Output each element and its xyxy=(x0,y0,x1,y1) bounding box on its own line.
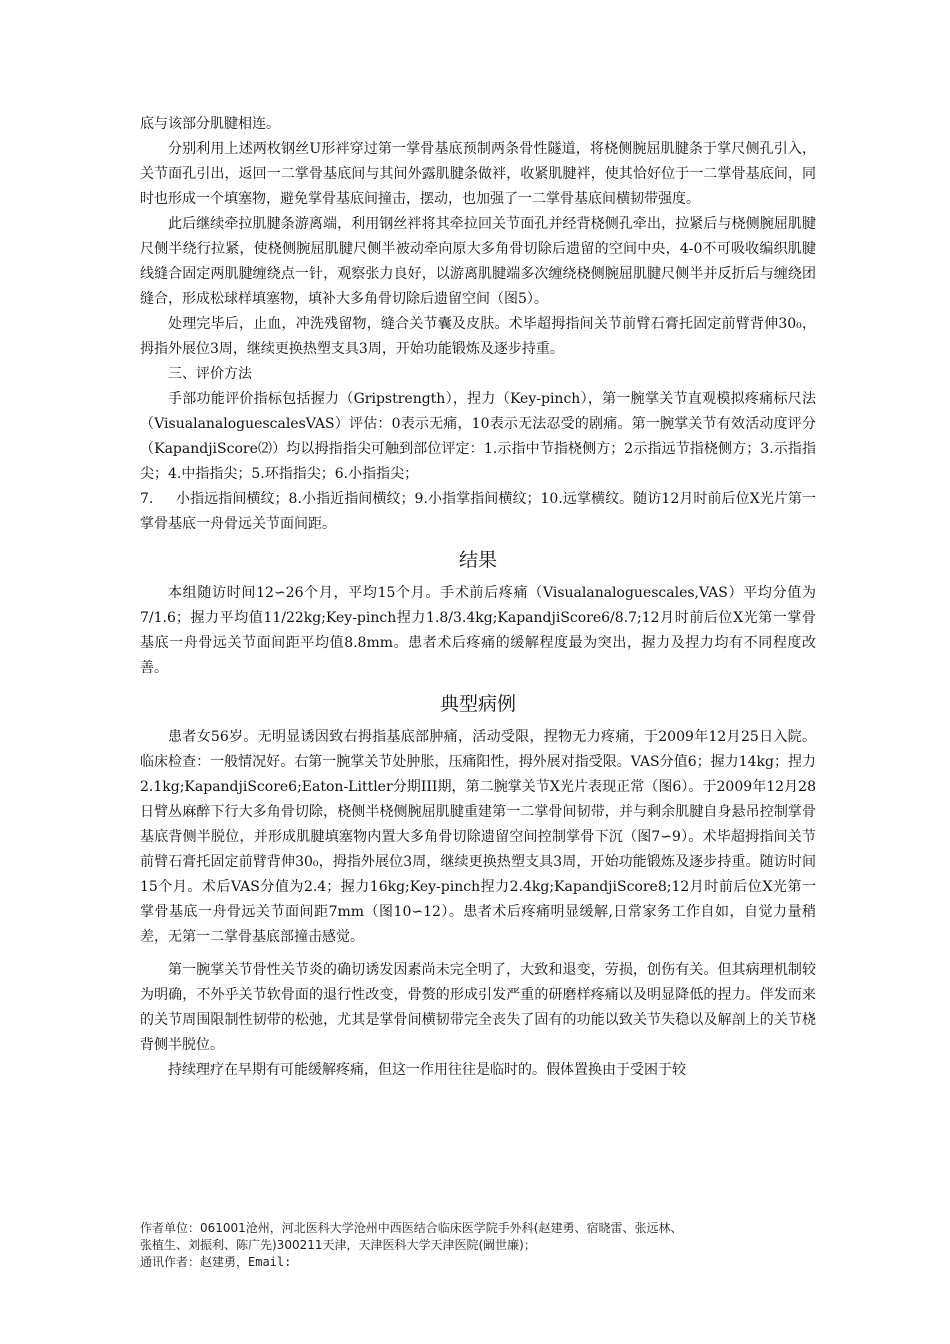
paragraph-continuation: 底与该部分肌腱相连。 xyxy=(140,116,280,132)
paragraph-results: 本组随访时间12∽26个月，平均15个月。手术前后疼痛（Visualanaloguescales,VAS）平均分值为7/1.6；握力平均值11/22kg;Key-pinch捏力1.8/3.4kg;KapandjiScore6/8.7;12月时前后位X光第一掌骨基底一舟骨远关节面间距平均值8.8mm。患者术后疼痛的缓解程度最为突出，握力及捏力均有不同程度改善。 xyxy=(140,585,816,676)
paragraph-discussion: 第一腕掌关节骨性关节炎的确切诱发因素尚未完全明了，大致和退变，劳损，创伤有关。但其病理机制较为明确，不外乎关节软骨面的退行性改变，骨赘的形成引发严重的研磨样疼痛以及明显降低的捏力。伴发而来的关节周围限制性韧带的松弛，尤其是掌骨间横韧带完全丧失了固有的功能以致关节失稳以及解剖上的关节桡背侧半脱位。 xyxy=(140,962,816,1053)
heading-typical-case: 典型病例 xyxy=(439,693,516,715)
paragraph-method-closure: 处理完毕后，止血，冲洗残留物，缝合关节囊及皮肤。术毕超拇指间关节前臂石膏托固定前臂背伸30₀，拇指外展位3周，继续更换热塑支具3周，开始功能锻炼及逐步持重。 xyxy=(140,316,816,357)
paragraph-method-wire-loop: 分别利用上述两枚钢丝U形袢穿过第一掌骨基底预制两条骨性隧道，将桡侧腕屈肌腱条于掌尺侧孔引入，关节面孔引出，返回一二掌骨基底间与其间外露肌腱条做袢，收紧肌腱袢，使其恰好位于一二掌骨基底间，同时也形成一个填塞物，避免掌骨基底间撞击，摆动，也加强了一二掌骨基底间横韧带强度。 xyxy=(140,141,816,207)
author-affiliation-line1: 作者单位：061001沧州，河北医科大学沧州中西医结合临床医学院手外科(赵建勇、宿晓雷、张远林、 xyxy=(140,1221,683,1235)
heading-results: 结果 xyxy=(458,549,497,571)
author-affiliation-line2: 张植生、刘振利、陈广先)300211天津，天津医科大学天津医院(阚世廉)； xyxy=(140,1238,536,1252)
paragraph-evaluation-cont: 7. 小指远指间横纹；8.小指近指间横纹；9.小指掌指间横纹；10.远掌横纹。随访12月时前后位X光片第一掌骨基底一舟骨远关节面间距。 xyxy=(140,491,816,532)
paragraph-case: 患者女56岁。无明显诱因致右拇指基底部肿痛，活动受限，捏物无力疼痛，于2009年12月25日入院。临床检查：一般情况好。右第一腕掌关节处肿胀，压痛阳性，拇外展对指受限。VAS分值6；握力14kg；捏力2.1kg;KapandjiScore6;Eaton-Littler分期III期，第二腕掌关节X光片表现正常（图6）。于2009年12月28日臂丛麻醉下行大多角骨切除，桡侧半桡侧腕屈肌腱重建第一二掌骨间韧带，并与剩余肌腱自身悬吊控制掌骨基底背侧半脱位，并形成肌腱填塞物内置大多角骨切除遗留空间控制掌骨下沉（图7∽9）。术毕超拇指间关节前臂石膏托固定前臂背伸30₀，拇指外展位3周，继续更换热塑支具3周，开始功能锻炼及逐步持重。随访时间15个月。术后VAS分值为2.4；握力16kg;Key-pinch捏力2.4kg;KapandjiScore8;12月时前后位X光第一掌骨基底一舟骨远关节面间距7mm（图10∽12）。患者术后疼痛明显缓解,日常家务工作自如，自觉力量稍差，无第一二掌骨基底部撞击感觉。 xyxy=(140,729,816,945)
document-body xyxy=(140,112,816,1083)
paragraph-evaluation: 手部功能评价指标包括握力（Gripstrength），捏力（Key-pinch），第一腕掌关节直观模拟疼痛标尺法（VisualanaloguescalesVAS）评估：0表示无痛，10表示无法忍受的剧痛。第一腕掌关节有效活动度评分（KapandjiScore⑵）均以拇指指尖可触到部位评定：1.示指中节指桡侧方；2示指远节指桡侧方；3.示指指尖；4.中指指尖；5.环指指尖；6.小指指尖； xyxy=(140,391,816,482)
paragraph-discussion-cont: 持续理疗在早期有可能缓解疼痛，但这一作用往往是临时的。假体置换由于受困于较 xyxy=(168,1062,686,1078)
section-heading-evaluation: 三、评价方法 xyxy=(168,366,252,382)
corresponding-author: 通讯作者：赵建勇，Email: xyxy=(140,1255,292,1269)
author-footnote xyxy=(140,1220,820,1271)
paragraph-method-tendon-ball: 此后继续牵拉肌腱条游离端，利用钢丝袢将其牵拉回关节面孔并经背桡侧孔牵出，拉紧后与桡侧腕屈肌腱尺侧半绕行拉紧，使桡侧腕屈肌腱尺侧半被动牵向原大多角骨切除后遗留的空间中央，4-0不可吸收编织肌腱线缝合固定两肌腱缠绕点一针，观察张力良好，以游离肌腱端多次缠绕桡侧腕屈肌腱尺侧半并反折后与缠绕团缝合，形成松球样填塞物，填补大多角骨切除后遗留空间（图5）。 xyxy=(140,216,816,307)
